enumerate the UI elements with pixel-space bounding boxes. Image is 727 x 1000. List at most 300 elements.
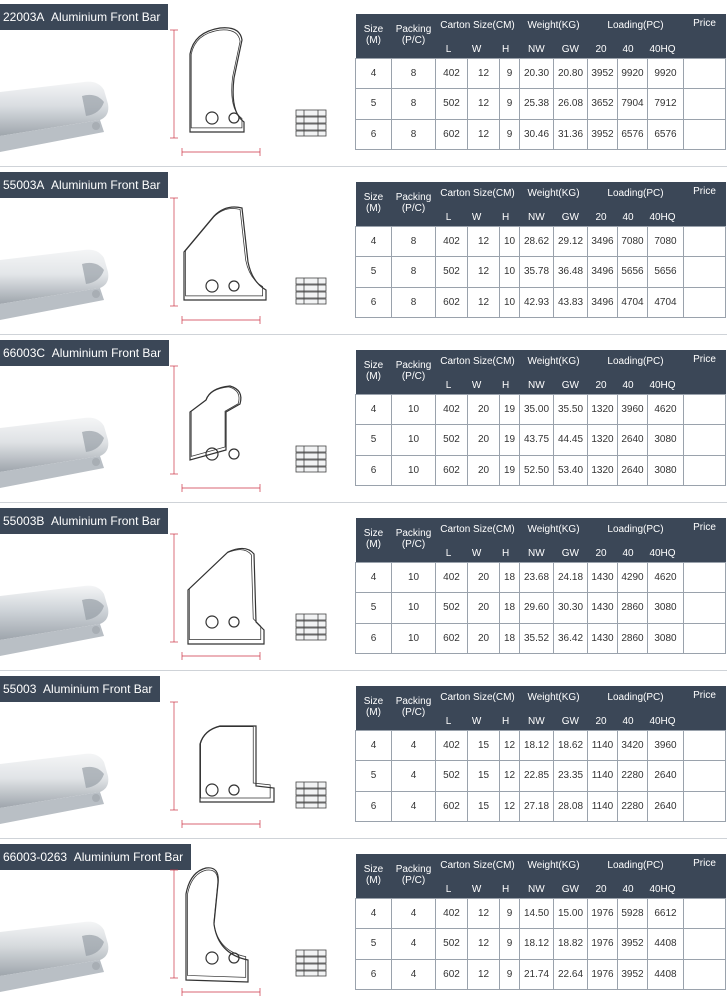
table-cell: 3080 (648, 425, 684, 455)
product-title (0, 172, 168, 198)
table-cell: 4408 (648, 959, 684, 989)
table-cell: 2640 (618, 455, 648, 485)
table-cell: 10 (392, 623, 436, 653)
table-cell: 8 (392, 119, 436, 149)
table-cell: 29.60 (520, 593, 554, 623)
table-row (356, 226, 726, 256)
table-cell: 35.50 (554, 394, 588, 424)
product-name: Aluminium Front Bar (51, 514, 161, 528)
table-cell: 30.30 (554, 593, 588, 623)
table-cell: 502 (436, 761, 468, 791)
table-cell: 24.18 (554, 562, 588, 592)
table-cell: 1430 (588, 623, 618, 653)
table-cell: 18.62 (554, 730, 588, 760)
table-cell: 7912 (648, 89, 684, 119)
header-loading: Loading(PC) 20 40 40HQ (588, 518, 684, 562)
table-cell: 22.85 (520, 761, 554, 791)
table-cell (684, 58, 726, 88)
table-cell: 20 (468, 593, 500, 623)
table-cell (684, 791, 726, 821)
table-row (356, 898, 726, 928)
table-cell: 12 (468, 58, 500, 88)
table-cell: 4 (356, 730, 392, 760)
product-photo (0, 70, 128, 158)
table-cell: 6 (356, 959, 392, 989)
table-cell: 602 (436, 119, 468, 149)
table-cell: 18.82 (554, 929, 588, 959)
table-cell: 28.62 (520, 226, 554, 256)
table-row (356, 959, 726, 989)
table-cell: 12 (500, 791, 520, 821)
profile-drawing (160, 350, 290, 498)
header-size: Size (M) (356, 350, 392, 394)
table-cell: 5656 (618, 257, 648, 287)
profile-drawing (160, 182, 290, 330)
section-divider (0, 670, 727, 671)
table-header-row (356, 686, 726, 730)
table-cell: 12 (468, 929, 500, 959)
table-row (356, 425, 726, 455)
table-cell: 12 (468, 119, 500, 149)
table-cell: 10 (500, 287, 520, 317)
table-cell: 12 (468, 226, 500, 256)
table-cell: 20 (468, 394, 500, 424)
table-cell: 502 (436, 89, 468, 119)
product-section (0, 336, 727, 504)
table-row (356, 623, 726, 653)
table-row (356, 929, 726, 959)
table-header-row (356, 518, 726, 562)
header-size: Size (M) (356, 14, 392, 58)
table-cell: 4 (356, 562, 392, 592)
table-cell: 20.30 (520, 58, 554, 88)
table-cell: 19 (500, 394, 520, 424)
header-weight: Weight(KG) NW GW (520, 518, 588, 562)
table-cell: 18.12 (520, 730, 554, 760)
table-cell: 6 (356, 119, 392, 149)
table-cell: 3080 (648, 593, 684, 623)
table-cell: 10 (392, 593, 436, 623)
table-cell: 3080 (648, 623, 684, 653)
table-cell: 18 (500, 623, 520, 653)
table-cell: 10 (500, 226, 520, 256)
table-cell: 10 (500, 257, 520, 287)
table-cell: 20 (468, 562, 500, 592)
header-price: Price (684, 686, 726, 730)
table-cell: 1140 (588, 791, 618, 821)
table-cell (684, 562, 726, 592)
table-cell: 4 (356, 226, 392, 256)
spec-table (355, 518, 726, 654)
table-cell: 12 (468, 287, 500, 317)
section-divider (0, 502, 727, 503)
table-cell: 3952 (588, 58, 618, 88)
table-cell: 402 (436, 730, 468, 760)
table-cell: 1976 (588, 898, 618, 928)
table-cell: 4620 (648, 562, 684, 592)
table-cell: 4 (392, 929, 436, 959)
header-weight: Weight(KG) NW GW (520, 182, 588, 226)
table-cell: 6576 (618, 119, 648, 149)
table-row (356, 119, 726, 149)
table-cell (684, 226, 726, 256)
table-cell: 2860 (618, 623, 648, 653)
header-carton: Carton Size(CM) L W H (436, 182, 520, 226)
table-cell: 2640 (618, 425, 648, 455)
section-divider (0, 334, 727, 335)
table-cell (684, 119, 726, 149)
table-cell: 5928 (618, 898, 648, 928)
table-cell: 12 (500, 761, 520, 791)
table-cell: 12 (468, 257, 500, 287)
header-packing: Packing (P/C) (392, 686, 436, 730)
product-name: Aluminium Front Bar (51, 10, 161, 24)
table-cell: 1976 (588, 929, 618, 959)
product-title (0, 676, 160, 702)
bundle-icon (294, 780, 328, 810)
table-cell: 12 (468, 89, 500, 119)
table-cell: 20 (468, 455, 500, 485)
table-row (356, 791, 726, 821)
product-title (0, 340, 169, 366)
table-cell: 3496 (588, 257, 618, 287)
table-row (356, 257, 726, 287)
table-cell: 8 (392, 58, 436, 88)
table-cell: 7904 (618, 89, 648, 119)
table-cell: 4 (392, 791, 436, 821)
table-cell (684, 257, 726, 287)
table-header-row (356, 14, 726, 58)
header-price: Price (684, 14, 726, 58)
header-carton: Carton Size(CM) L W H (436, 686, 520, 730)
header-size: Size (M) (356, 686, 392, 730)
product-name: Aluminium Front Bar (51, 346, 162, 360)
product-photo (0, 406, 128, 494)
table-cell: 31.36 (554, 119, 588, 149)
header-weight: Weight(KG) NW GW (520, 14, 588, 58)
table-cell: 6576 (648, 119, 684, 149)
table-cell: 10 (392, 562, 436, 592)
table-cell: 9 (500, 89, 520, 119)
table-cell: 602 (436, 791, 468, 821)
product-photo (0, 574, 128, 662)
header-weight: Weight(KG) NW GW (520, 350, 588, 394)
table-cell: 1320 (588, 455, 618, 485)
section-divider (0, 838, 727, 839)
table-cell: 6 (356, 623, 392, 653)
header-size: Size (M) (356, 518, 392, 562)
table-cell: 602 (436, 287, 468, 317)
profile-drawing (160, 14, 290, 162)
table-cell: 5 (356, 89, 392, 119)
table-cell: 4704 (618, 287, 648, 317)
table-cell: 12 (500, 730, 520, 760)
table-cell: 20 (468, 425, 500, 455)
bundle-icon (294, 612, 328, 642)
table-cell (684, 455, 726, 485)
table-cell: 2280 (618, 791, 648, 821)
table-cell: 29.12 (554, 226, 588, 256)
product-photo (0, 238, 128, 326)
profile-drawing (160, 518, 290, 666)
table-cell: 23.35 (554, 761, 588, 791)
table-cell: 2280 (618, 761, 648, 791)
table-cell: 7080 (648, 226, 684, 256)
bundle-icon (294, 108, 328, 138)
table-cell: 18 (500, 593, 520, 623)
product-code: 22003A (3, 10, 45, 24)
profile-drawing (160, 686, 290, 834)
table-cell: 21.74 (520, 959, 554, 989)
table-cell: 1430 (588, 562, 618, 592)
table-cell: 20.80 (554, 58, 588, 88)
product-photo (0, 742, 128, 830)
table-row (356, 761, 726, 791)
product-title (0, 4, 168, 30)
table-cell: 10 (392, 455, 436, 485)
table-cell: 19 (500, 455, 520, 485)
table-cell: 27.18 (520, 791, 554, 821)
table-cell: 35.78 (520, 257, 554, 287)
table-cell (684, 761, 726, 791)
table-cell: 15 (468, 761, 500, 791)
header-price: Price (684, 350, 726, 394)
table-cell: 9 (500, 58, 520, 88)
table-cell: 5656 (648, 257, 684, 287)
table-cell (684, 929, 726, 959)
bundle-icon (294, 444, 328, 474)
table-row (356, 562, 726, 592)
table-cell: 8 (392, 89, 436, 119)
table-cell: 1140 (588, 730, 618, 760)
table-cell: 3420 (618, 730, 648, 760)
header-packing: Packing (P/C) (392, 182, 436, 226)
table-cell: 402 (436, 394, 468, 424)
table-cell: 12 (468, 959, 500, 989)
table-header-row (356, 182, 726, 226)
table-cell (684, 287, 726, 317)
product-section (0, 504, 727, 672)
table-cell: 4 (392, 959, 436, 989)
section-divider (0, 166, 727, 167)
table-cell: 36.42 (554, 623, 588, 653)
table-cell: 3952 (618, 959, 648, 989)
table-cell: 44.45 (554, 425, 588, 455)
table-cell: 502 (436, 257, 468, 287)
table-cell: 4408 (648, 929, 684, 959)
table-cell: 43.83 (554, 287, 588, 317)
table-cell: 1140 (588, 761, 618, 791)
table-cell: 4 (356, 58, 392, 88)
table-cell: 402 (436, 58, 468, 88)
table-cell: 9 (500, 959, 520, 989)
table-cell (684, 593, 726, 623)
table-cell: 4620 (648, 394, 684, 424)
table-cell: 35.00 (520, 394, 554, 424)
product-photo (0, 910, 128, 998)
product-name: Aluminium Front Bar (51, 178, 161, 192)
table-cell (684, 959, 726, 989)
table-cell: 502 (436, 593, 468, 623)
table-row (356, 730, 726, 760)
table-cell: 1430 (588, 593, 618, 623)
header-packing: Packing (P/C) (392, 14, 436, 58)
table-cell: 9 (500, 119, 520, 149)
product-code: 55003A (3, 178, 45, 192)
table-cell: 4 (356, 394, 392, 424)
table-cell: 602 (436, 959, 468, 989)
header-packing: Packing (P/C) (392, 350, 436, 394)
profile-drawing (160, 854, 290, 1000)
table-cell: 36.48 (554, 257, 588, 287)
table-cell: 22.64 (554, 959, 588, 989)
table-cell: 3960 (648, 730, 684, 760)
table-row (356, 455, 726, 485)
table-cell: 14.50 (520, 898, 554, 928)
header-carton: Carton Size(CM) L W H (436, 854, 520, 898)
product-code: 66003C (3, 346, 46, 360)
table-cell: 52.50 (520, 455, 554, 485)
table-cell: 18 (500, 562, 520, 592)
product-code: 55003 (3, 682, 37, 696)
table-row (356, 287, 726, 317)
table-cell: 6612 (648, 898, 684, 928)
table-cell (684, 394, 726, 424)
table-cell: 8 (392, 287, 436, 317)
product-code: 66003-0263 (3, 850, 68, 864)
table-cell: 53.40 (554, 455, 588, 485)
header-price: Price (684, 854, 726, 898)
table-cell: 5 (356, 761, 392, 791)
spec-table (355, 182, 726, 318)
table-cell: 6 (356, 455, 392, 485)
table-cell: 4 (392, 761, 436, 791)
header-packing: Packing (P/C) (392, 854, 436, 898)
bundle-icon (294, 276, 328, 306)
table-cell: 35.52 (520, 623, 554, 653)
table-cell: 30.46 (520, 119, 554, 149)
product-title (0, 508, 168, 534)
table-cell: 402 (436, 898, 468, 928)
table-cell: 8 (392, 257, 436, 287)
table-cell: 3496 (588, 226, 618, 256)
product-section (0, 0, 727, 168)
table-header-row (356, 854, 726, 898)
table-cell: 2640 (648, 791, 684, 821)
table-cell: 9920 (648, 58, 684, 88)
header-loading: Loading(PC) 20 40 40HQ (588, 14, 684, 58)
product-name: Aluminium Front Bar (43, 682, 153, 696)
table-cell: 8 (392, 226, 436, 256)
table-cell: 2640 (648, 761, 684, 791)
table-cell: 5 (356, 425, 392, 455)
table-cell: 3960 (618, 394, 648, 424)
product-code: 55003B (3, 514, 45, 528)
spec-table (355, 350, 726, 486)
table-cell: 6 (356, 287, 392, 317)
table-cell: 3952 (588, 119, 618, 149)
header-carton: Carton Size(CM) L W H (436, 518, 520, 562)
header-loading: Loading(PC) 20 40 40HQ (588, 350, 684, 394)
table-cell: 15 (468, 730, 500, 760)
table-cell: 26.08 (554, 89, 588, 119)
header-weight: Weight(KG) NW GW (520, 686, 588, 730)
table-row (356, 89, 726, 119)
table-cell: 4 (392, 898, 436, 928)
table-cell (684, 89, 726, 119)
table-cell: 2860 (618, 593, 648, 623)
table-cell: 5 (356, 929, 392, 959)
table-cell: 42.93 (520, 287, 554, 317)
header-size: Size (M) (356, 182, 392, 226)
table-cell (684, 425, 726, 455)
header-packing: Packing (P/C) (392, 518, 436, 562)
table-cell: 5 (356, 593, 392, 623)
table-cell: 10 (392, 394, 436, 424)
header-price: Price (684, 518, 726, 562)
table-cell: 23.68 (520, 562, 554, 592)
table-cell: 1320 (588, 394, 618, 424)
product-section (0, 672, 727, 840)
header-loading: Loading(PC) 20 40 40HQ (588, 686, 684, 730)
table-cell: 3952 (618, 929, 648, 959)
table-cell: 4 (392, 730, 436, 760)
table-cell: 15 (468, 791, 500, 821)
table-cell: 19 (500, 425, 520, 455)
table-cell: 402 (436, 226, 468, 256)
table-cell (684, 730, 726, 760)
table-cell: 43.75 (520, 425, 554, 455)
table-row (356, 394, 726, 424)
table-cell (684, 623, 726, 653)
header-size: Size (M) (356, 854, 392, 898)
bundle-icon (294, 948, 328, 978)
table-cell: 12 (468, 898, 500, 928)
spec-table (355, 854, 726, 990)
table-cell: 9 (500, 929, 520, 959)
table-cell: 502 (436, 929, 468, 959)
table-row (356, 58, 726, 88)
table-cell: 15.00 (554, 898, 588, 928)
table-cell: 5 (356, 257, 392, 287)
header-weight: Weight(KG) NW GW (520, 854, 588, 898)
table-cell: 4704 (648, 287, 684, 317)
product-name: Aluminium Front Bar (73, 850, 184, 864)
table-cell: 1320 (588, 425, 618, 455)
table-cell: 3080 (648, 455, 684, 485)
header-carton: Carton Size(CM) L W H (436, 14, 520, 58)
table-cell: 602 (436, 623, 468, 653)
header-carton: Carton Size(CM) L W H (436, 350, 520, 394)
table-cell: 25.38 (520, 89, 554, 119)
table-cell: 7080 (618, 226, 648, 256)
table-row (356, 593, 726, 623)
table-header-row (356, 350, 726, 394)
table-cell: 1976 (588, 959, 618, 989)
table-cell: 9920 (618, 58, 648, 88)
table-cell: 3496 (588, 287, 618, 317)
spec-table (355, 14, 726, 150)
table-cell: 20 (468, 623, 500, 653)
table-cell: 18.12 (520, 929, 554, 959)
header-price: Price (684, 182, 726, 226)
table-cell: 4 (356, 898, 392, 928)
product-section (0, 168, 727, 336)
header-loading: Loading(PC) 20 40 40HQ (588, 854, 684, 898)
table-cell: 602 (436, 455, 468, 485)
table-cell (684, 898, 726, 928)
table-cell: 402 (436, 562, 468, 592)
